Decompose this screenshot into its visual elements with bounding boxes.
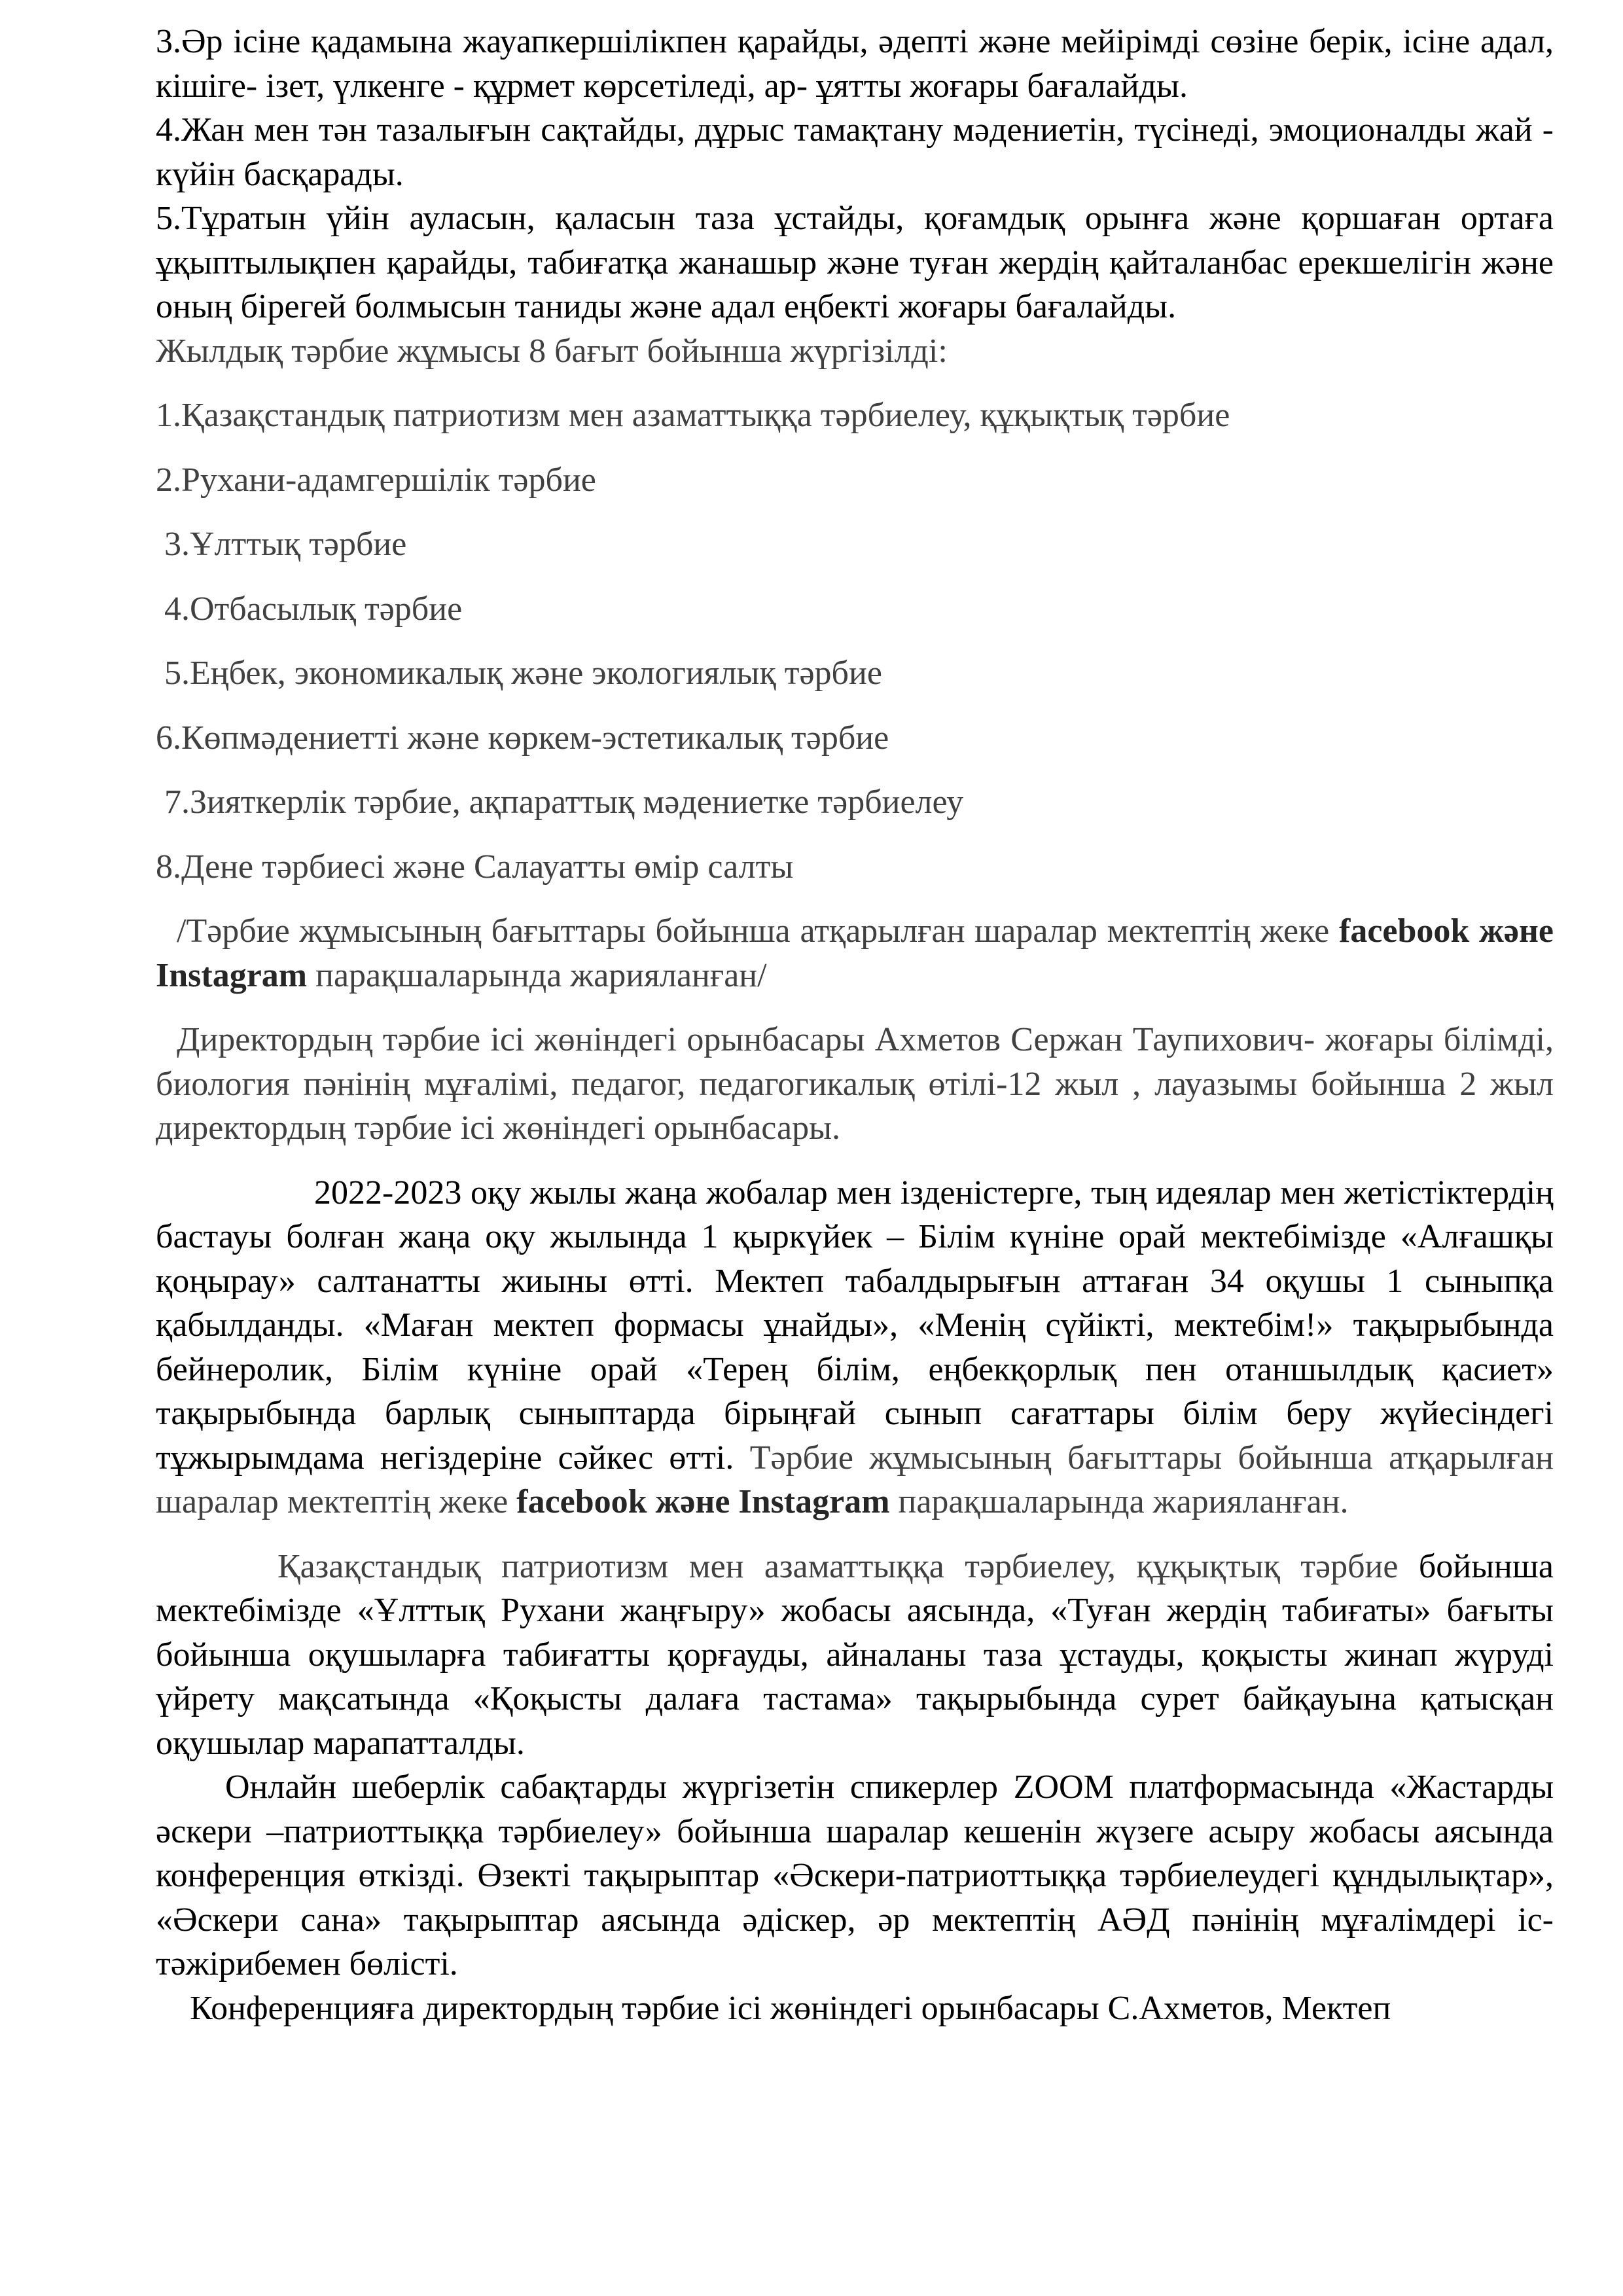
intro-item-3: 3.Әр ісіне қадамына жауапкершілікпен қарайды, әдепті және мейірімді сөзіне берік, ісіне адал, кішіге- ізет, үлкенге - құрмет көрсетіледі, ар- ұятты жоғары бағалайды. — [156, 23, 1554, 105]
direction-item-6: 6.Көпмәдениетті және көркем-эстетикалық тәрбие — [156, 719, 889, 757]
social-note-tail: парақшаларында жарияланған/ — [307, 956, 767, 994]
school-year-paragraph — [156, 1171, 1554, 1524]
school-year-platforms: facebook және Instagram — [516, 1483, 890, 1520]
document-page — [156, 20, 1554, 2030]
direction-item-1: 1.Қазақстандық патриотизм мен азаматтыққа тәрбиелеу, құқықтық тәрбие — [156, 397, 1230, 434]
intro-item-4: 4.Жан мен тән тазалығын сақтайды, дұрыс тамақтану мәдениетін, түсінеді, эмоционалды жай - күйін басқарады. — [156, 111, 1554, 193]
online-masterclass-paragraph: Онлайн шеберлік сабақтарды жүргізетін спикерлер ZOOM платформасында «Жастарды әскери –патриоттыққа тәрбиелеу» бойынша шаралар кешенін жүзеге асыру жобасы аясында конференция өткізді. Өзекті тақырыптар «Әскери-патриоттыққа тәрбиелеудегі құндылықтар», «Әскери сана» тақырыптар аясында әдіскер, әр мектептің АӘД пәнінің мұғалімдері іс-тәжірибемен бөлісті. — [156, 1768, 1554, 1982]
patriotism-text: бойынша мектебімізде «Ұлттық Рухани жаңғыру» жобасы аясында, «Туған жердің табиғаты» бағыты бойынша оқушыларға табиғатты қорғауды, айналаны таза ұстауды, қоқысты жинап жүруді үйрету мақсатында «Қоқысты далаға тастама» тақырыбында сурет байқауына қатысқан оқушылар марапатталды. — [156, 1547, 1554, 1762]
social-note-text: /Тәрбие жұмысының бағыттары бойынша атқарылған шаралар мектептің жеке — [177, 912, 1340, 950]
school-year-text: 2022-2023 оқу жылы жаңа жобалар мен ізденістерге, тың идеялар мен жетістіктердің бастауы болған жаңа оқу жылында 1 қыркүйек – Білім күніне орай мектебімізде «Алғашқы қоңырау» салтанатты жиыны өтті. Мектеп табалдырығын аттаған 34 оқушы 1 сыныпқа қабылданды. «Маған мектеп формасы ұнайды», «Менің сүйікті, мектебім!» тақырыбында бейнеролик, Білім күніне орай «Терең білім, еңбекқорлық пен отаншылдық қасиет» тақырыбында барлық сыныптарда бірыңғай сынып сағаттары білім беру жүйесіндегі тұжырымдама негіздеріне сәйкес өтті. — [156, 1174, 1554, 1477]
school-year-note-tail: парақшаларында жарияланған. — [889, 1483, 1349, 1520]
social-media-note — [156, 909, 1554, 997]
patriotism-paragraph — [156, 1545, 1554, 1766]
patriotism-lead: Қазақстандық патриотизм мен азаматтыққа тәрбиелеу, құқықтық тәрбие — [277, 1547, 1399, 1585]
direction-item-4: 4.Отбасылық тәрбие — [156, 590, 463, 628]
direction-item-5: 5.Еңбек, экономикалық және экологиялық тәрбие — [156, 655, 882, 692]
conference-paragraph: Конференцияға директордың тәрбие ісі жөніндегі орынбасары С.Ахметов, Мектеп — [190, 1989, 1391, 2027]
deputy-director-paragraph: Директордың тәрбие ісі жөніндегі орынбасары Ахметов Сержан Таупихович- жоғары білімді, биология пәнінің мұғалімі, педагог, педагогикалық өтілі-12 жыл , лауазымы бойынша 2 жыл директордың тәрбие ісі жөніндегі орынбасары. — [156, 1021, 1554, 1147]
school-year-note: Тәрбие жұмысының бағыттары бойынша атқарылған шаралар мектептің жеке — [156, 1439, 1554, 1520]
direction-item-3: 3.Ұлттық тәрбие — [156, 526, 407, 563]
directions-heading: Жылдық тәрбие жұмысы 8 бағыт бойынша жүргізілді: — [156, 332, 948, 370]
direction-item-2: 2.Рухани-адамгершілік тәрбие — [156, 461, 596, 499]
social-note-platforms: facebook және Instagram — [156, 912, 1554, 994]
direction-item-8: 8.Дене тәрбиесі және Салауатты өмір салты — [156, 848, 794, 886]
direction-item-7: 7.Зияткерлік тәрбие, ақпараттық мәдениетке тәрбиелеу — [156, 783, 964, 821]
intro-item-5: 5.Тұратын үйін ауласын, қаласын таза ұстайды, қоғамдық орынға және қоршаған ортаға ұқыптылықпен қарайды, табиғатқа жанашыр және туған жердің қайталанбас ерекшелігін және оның бірегей болмысын таниды және адал еңбекті жоғары бағалайды. — [156, 200, 1554, 325]
